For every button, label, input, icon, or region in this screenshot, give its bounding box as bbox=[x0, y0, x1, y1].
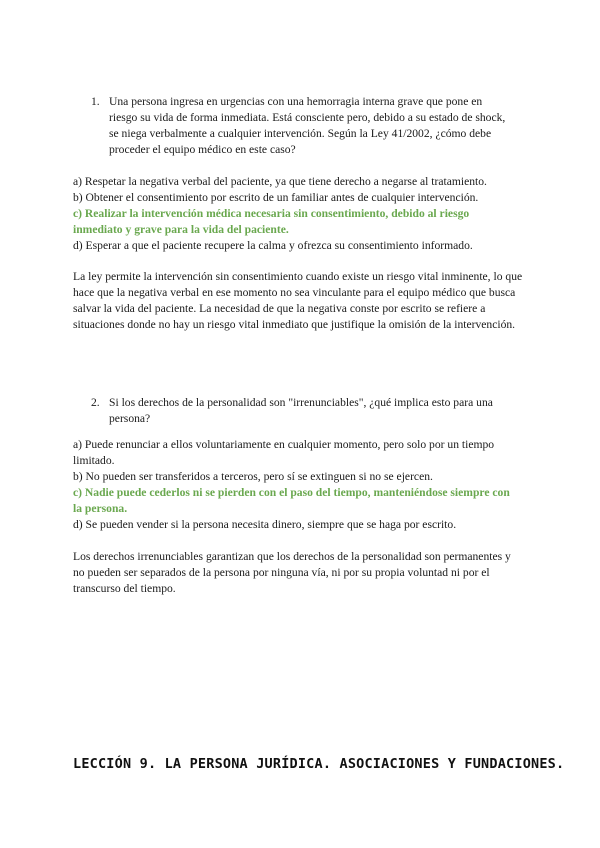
option-a: a) Puede renunciar a ellos voluntariamente en cualquier momento, pero solo por un tiempo limitado. bbox=[73, 438, 495, 467]
option-c-correct: c) Nadie puede cederlos ni se pierden con el paso del tiempo, manteniéndose siempre con la persona. bbox=[73, 486, 510, 515]
question-number: 2. bbox=[91, 396, 100, 409]
option-d: d) Se pueden vender si la persona necesita dinero, siempre que se haga por escrito. bbox=[73, 518, 457, 531]
question-2-options bbox=[73, 437, 513, 533]
option-c-correct: c) Realizar la intervención médica necesaria sin consentimiento, debido al riesgo inmediato y grave para la vida del paciente. bbox=[73, 207, 470, 236]
question-1-explanation: La ley permite la intervención sin consentimiento cuando existe un riesgo vital inminente, lo que hace que la negativa verbal en ese momento no sea vinculante para el equipo médico que busca salvar la vida del paciente. La necesidad de que la negativa conste por escrito se refiere a situaciones donde no hay un riesgo vital inmediato que justifique la omisión de la intervención. bbox=[73, 270, 523, 331]
question-text: Una persona ingresa en urgencias con una hemorragia interna grave que pone en riesgo su vida de forma inmediata. Está consciente pero, debido a su estado de shock, se niega verbalmente a cualquier intervención. Según la Ley 41/2002, ¿cómo debe proceder el equipo médico en este caso? bbox=[109, 95, 506, 156]
lesson-heading: LECCIÓN 9. LA PERSONA JURÍDICA. ASOCIACIONES Y FUNDACIONES. bbox=[73, 756, 565, 772]
question-1-options bbox=[73, 174, 513, 254]
option-b: b) No pueden ser transferidos a terceros, pero sí se extinguen si no se ejercen. bbox=[73, 470, 433, 483]
question-2-explanation: Los derechos irrenunciables garantizan que los derechos de la personalidad son permanentes y no pueden ser separados de la persona por ninguna vía, ni por su propia voluntad ni por el transcurso del tiempo. bbox=[73, 550, 511, 595]
option-d: d) Esperar a que el paciente recupere la calma y ofrezca su consentimiento informado. bbox=[73, 239, 473, 252]
question-text: Si los derechos de la personalidad son "irrenunciables", ¿qué implica esto para una persona? bbox=[109, 396, 493, 425]
option-b: b) Obtener el consentimiento por escrito de un familiar antes de cualquier intervención. bbox=[73, 191, 479, 204]
option-a: a) Respetar la negativa verbal del paciente, ya que tiene derecho a negarse al tratamiento. bbox=[73, 175, 487, 188]
question-number: 1. bbox=[91, 95, 100, 108]
